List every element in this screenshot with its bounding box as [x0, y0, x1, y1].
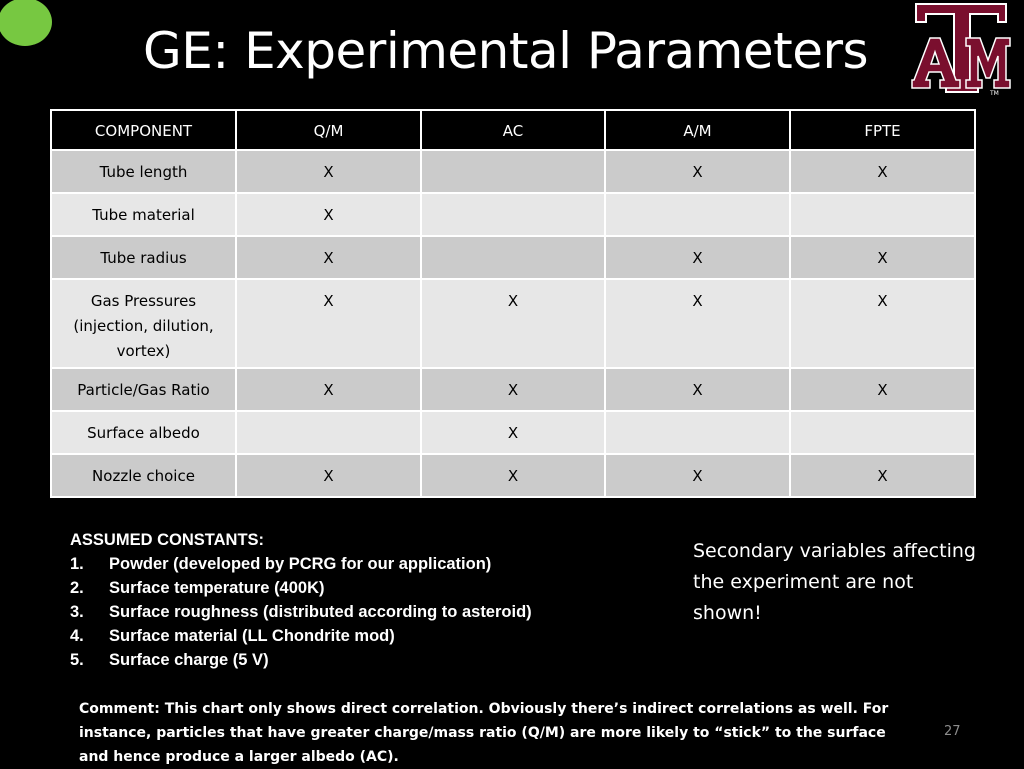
table-cell: X — [236, 454, 421, 497]
table-row — [51, 150, 975, 193]
header-component: COMPONENT — [51, 110, 236, 150]
table-cell: X — [236, 368, 421, 411]
list-text: Surface roughness (distributed according to asteroid) — [109, 603, 532, 621]
table-cell: X — [236, 150, 421, 193]
table-cell: X — [790, 454, 975, 497]
table-row — [51, 411, 975, 454]
row-label: Tube material — [51, 193, 236, 236]
header-ac: AC — [421, 110, 605, 150]
table-cell: X — [605, 150, 790, 193]
list-number: 4. — [70, 627, 84, 645]
table-cell — [421, 150, 605, 193]
list-item — [70, 552, 532, 576]
page-number: 27 — [944, 724, 961, 739]
secondary-variables-note: Secondary variables affecting the experiment are not shown! — [693, 540, 976, 624]
list-number: 1. — [70, 555, 84, 573]
list-text: Powder (developed by PCRG for our application) — [109, 555, 492, 573]
assumed-constants — [70, 528, 532, 672]
table-cell: X — [421, 279, 605, 368]
row-label: Nozzle choice — [51, 454, 236, 497]
list-text: Surface charge (5 V) — [109, 651, 269, 669]
table-cell: X — [421, 454, 605, 497]
table-row — [51, 454, 975, 497]
list-text: Surface material (LL Chondrite mod) — [109, 627, 395, 645]
list-number: 3. — [70, 603, 84, 621]
parameters-table — [50, 109, 976, 498]
table-cell: X — [790, 150, 975, 193]
table-cell — [236, 411, 421, 454]
table-row — [51, 193, 975, 236]
list-item — [70, 648, 532, 672]
table-cell — [421, 236, 605, 279]
table-row — [51, 279, 975, 368]
comment-text: Comment: This chart only shows direct correlation. Obviously there’s indirect correlations as well. For instance, particles that have greater charge/mass ratio (Q/M) are more likely to “stick” to the surface and hence produce a larger albedo (AC). — [79, 701, 889, 765]
row-label: Gas Pressures (injection, dilution, vortex) — [51, 279, 236, 368]
list-item — [70, 576, 532, 600]
assumed-constants-list — [70, 552, 532, 672]
table-cell: X — [790, 236, 975, 279]
list-item — [70, 624, 532, 648]
table-cell — [790, 411, 975, 454]
svg-text:TM: TM — [990, 90, 999, 96]
list-number: 5. — [70, 651, 84, 669]
table-cell — [790, 193, 975, 236]
table-header-row — [51, 110, 975, 150]
table-cell: X — [236, 279, 421, 368]
slide-title: GE: Experimental Parameters — [143, 22, 869, 80]
header-qm: Q/M — [236, 110, 421, 150]
list-number: 2. — [70, 579, 84, 597]
table-row — [51, 368, 975, 411]
row-label: Tube radius — [51, 236, 236, 279]
table-cell: X — [236, 236, 421, 279]
tamu-logo — [910, 0, 1014, 96]
table-cell: X — [605, 236, 790, 279]
table-cell: X — [421, 411, 605, 454]
row-label: Tube length — [51, 150, 236, 193]
header-am: A/M — [605, 110, 790, 150]
table-cell: X — [790, 368, 975, 411]
green-dot-decoration — [0, 0, 52, 46]
table-cell: X — [605, 279, 790, 368]
list-text: Surface temperature (400K) — [109, 579, 325, 597]
row-label: Particle/Gas Ratio — [51, 368, 236, 411]
table-row — [51, 236, 975, 279]
table-cell: X — [236, 193, 421, 236]
table-cell: X — [605, 454, 790, 497]
assumed-constants-heading: ASSUMED CONSTANTS: — [70, 531, 265, 549]
table-cell — [605, 193, 790, 236]
tamu-logo-icon — [910, 0, 1014, 96]
header-fpte: FPTE — [790, 110, 975, 150]
row-label: Surface albedo — [51, 411, 236, 454]
table-cell: X — [421, 368, 605, 411]
table-cell — [605, 411, 790, 454]
table-cell: X — [605, 368, 790, 411]
list-item — [70, 600, 532, 624]
table-cell: X — [790, 279, 975, 368]
table-cell — [421, 193, 605, 236]
